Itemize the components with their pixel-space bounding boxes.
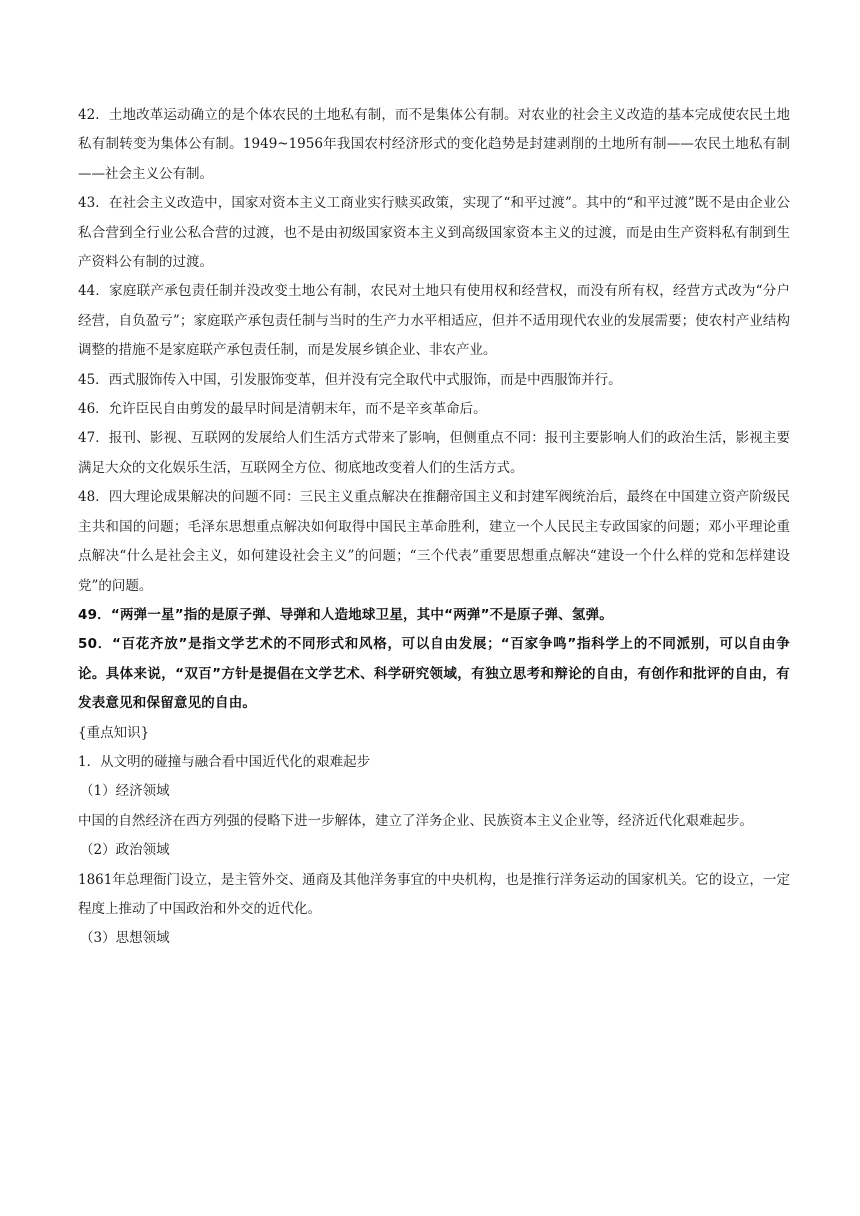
point-49: 49．“两弹一星”指的是原子弹、导弹和人造地球卫星，其中“两弹”不是原子弹、氢弹。 bbox=[78, 606, 613, 623]
topic-1-title: 1．从文明的碰撞与融合看中国近代化的艰难起步 bbox=[78, 753, 371, 770]
politics-text: 1861年总理衙门设立，是主管外交、通商及其他洋务事宜的中央机构，也是推行洋务运动的国家机关。它的设立，一定程度上推动了中国政治和外交的近代化。 bbox=[78, 871, 790, 917]
point-42: 42．土地改革运动确立的是个体农民的土地私有制，而不是集体公有制。对农业的社会主义改造的基本完成使农民土地私有制转变为集体公有制。1949~1956年我国农村经济形式的变化趋势是封建剥削的土地所有制——农民土地私有制——社会主义公有制。 bbox=[78, 107, 790, 182]
politics-heading: （2）政治领域 bbox=[80, 842, 170, 859]
point-43: 43．在社会主义改造中，国家对资本主义工商业实行赎买政策，实现了“和平过渡”。其中的“和平过渡”既不是由企业公私合营到全行业公私合营的过渡，也不是由初级国家资本主义到高级国家资本主义的过渡，而是由生产资料私有制到生产资料公有制的过渡。 bbox=[78, 195, 790, 271]
point-44: 44．家庭联产承包责任制并没改变土地公有制，农民对土地只有使用权和经营权，而没有所有权，经营方式改为“分户经营，自负盈亏”；家庭联产承包责任制与当时的生产力水平相适应，但并不适用现代农业的发展需要；使农村产业结构调整的措施不是家庭联产承包责任制，而是发展乡镇企业、非农产业。 bbox=[78, 283, 790, 359]
economy-heading: （1）经济领域 bbox=[80, 783, 170, 800]
point-47: 47．报刊、影视、互联网的发展给人们生活方式带来了影响，但侧重点不同：报刊主要影响人们的政治生活，影视主要满足大众的文化娱乐生活，互联网全方位、彻底地改变着人们的生活方式。 bbox=[78, 430, 790, 476]
point-45: 45．西式服饰传入中国，引发服饰变革，但并没有完全取代中式服饰，而是中西服饰并行。 bbox=[78, 371, 622, 388]
document-body bbox=[78, 101, 790, 954]
economy-text: 中国的自然经济在西方列强的侵略下进一步解体，建立了洋务企业、民族资本主义企业等，经济近代化艰难起步。 bbox=[78, 812, 753, 829]
thought-heading: （3）思想领域 bbox=[80, 930, 170, 947]
point-50: 50．“百花齐放”是指文学艺术的不同形式和风格，可以自由发展；“百家争鸣”指科学上的不同派别，可以自由争论。具体来说，“双百”方针是提倡在文学艺术、科学研究领域，有独立思考和辩论的自由，有创作和批评的自由，有发表意见和保留意见的自由。 bbox=[78, 636, 790, 712]
point-48: 48．四大理论成果解决的问题不同：三民主义重点解决在推翻帝国主义和封建军阀统治后，最终在中国建立资产阶级民主共和国的问题；毛泽东思想重点解决如何取得中国民主革命胜利，建立一个人民民主专政国家的问题；邓小平理论重点解决“什么是社会主义，如何建设社会主义”的问题；“三个代表”重要思想重点解决“建设一个什么样的党和怎样建设党”的问题。 bbox=[78, 489, 790, 594]
point-46: 46．允许臣民自由剪发的最早时间是清朝末年，而不是辛亥革命后。 bbox=[78, 401, 487, 418]
key-knowledge-heading: {重点知识} bbox=[78, 724, 150, 741]
